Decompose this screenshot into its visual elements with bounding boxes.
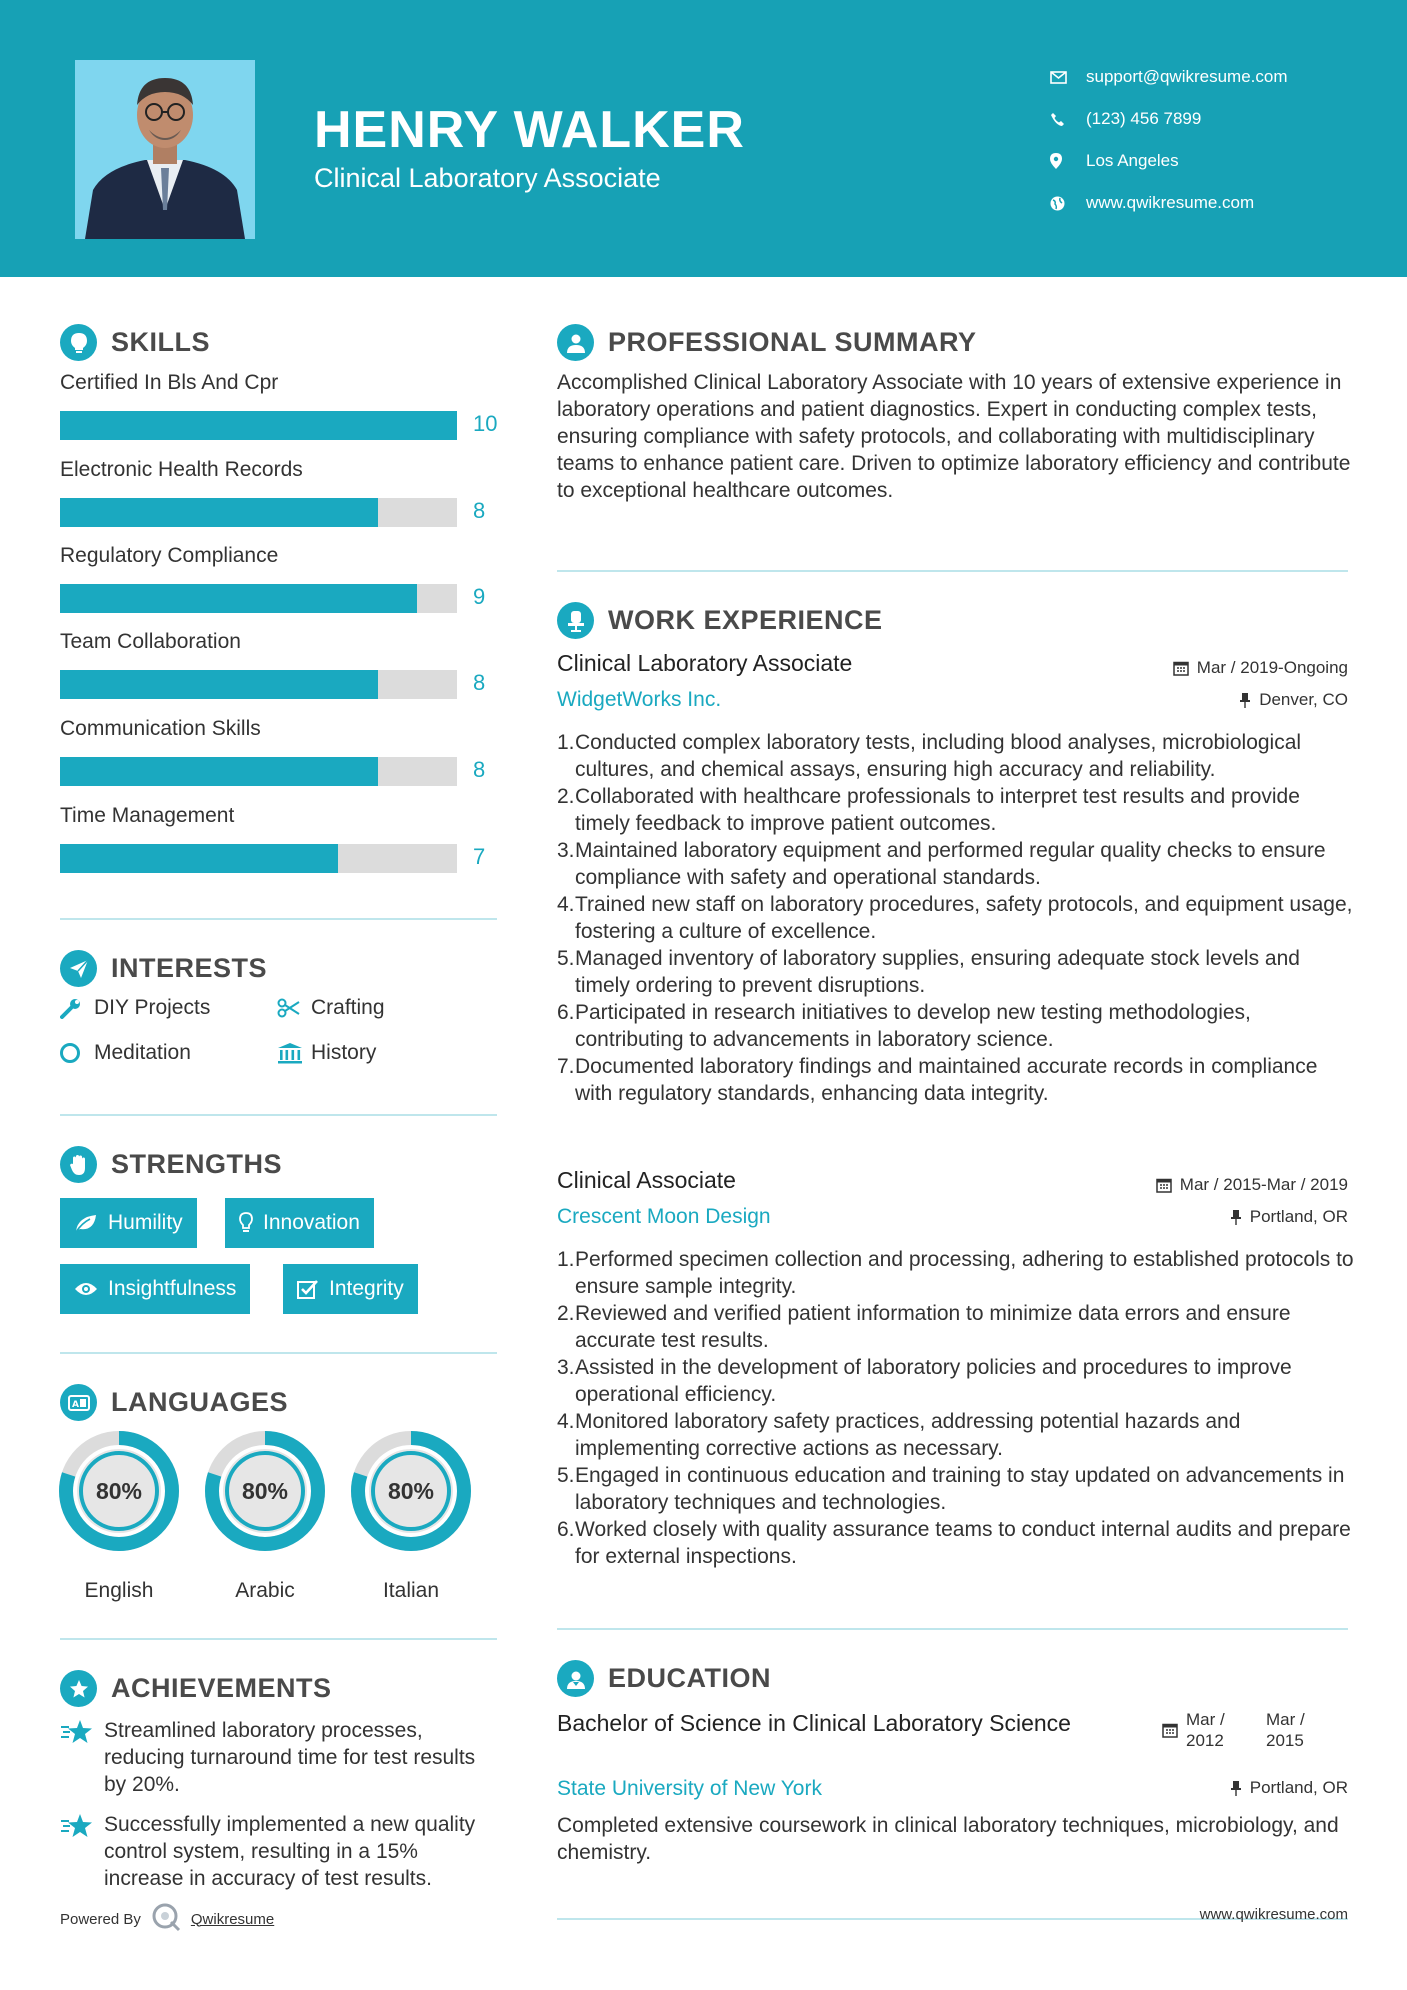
job-location-text: Portland, OR <box>1249 1207 1348 1226</box>
skills-heading <box>60 324 210 361</box>
skill-bar <box>60 844 457 873</box>
language-name: Arabic <box>235 1579 295 1602</box>
job-location <box>1230 1207 1348 1227</box>
user-icon <box>557 324 594 361</box>
language-donut <box>58 1430 180 1552</box>
duty-item: 6. Participated in research initiatives to develop new testing methodologies, contributing to advancements in laboratory science. <box>557 999 1357 1053</box>
job-location <box>1239 690 1348 710</box>
skill-name: Time Management <box>60 804 235 827</box>
pin-icon <box>1230 1780 1242 1796</box>
language-name: English <box>84 1579 154 1602</box>
star-icon <box>60 1811 104 1892</box>
job-title: Clinical Associate <box>557 1167 736 1193</box>
job-dates-text: Mar / 2019-Ongoing <box>1196 658 1348 677</box>
contact-location-text: Los Angeles <box>1086 151 1179 170</box>
interest-item <box>60 996 210 1020</box>
hand-icon <box>60 1146 97 1183</box>
strength-label: Insightfulness <box>108 1277 237 1300</box>
interest-label: Crafting <box>311 996 385 1019</box>
summary-heading <box>557 324 977 361</box>
section-divider <box>557 570 1348 572</box>
language-donut <box>350 1430 472 1552</box>
language-name: Italian <box>382 1579 440 1602</box>
checkbox-icon <box>297 1279 319 1299</box>
language-item <box>58 1430 180 1603</box>
languages-heading <box>60 1384 288 1421</box>
interest-item <box>277 1041 376 1065</box>
lightbulb-icon <box>239 1212 253 1234</box>
briefcase-icon <box>557 602 594 639</box>
education-end-month: Mar / <box>1266 1710 1305 1729</box>
duty-item: 6. Worked closely with quality assurance teams to conduct internal audits and prepare for external inspections. <box>557 1516 1357 1570</box>
calendar-icon <box>1162 1709 1178 1743</box>
candidate-title: Clinical Laboratory Associate <box>314 163 661 193</box>
scissors-icon <box>277 998 311 1018</box>
contact-location <box>1050 140 1288 182</box>
skill-bar <box>60 670 457 699</box>
globe-icon <box>1050 196 1086 211</box>
duty-item: 1. Conducted complex laboratory tests, including blood analyses, microbiological cultures, and chemical assays, ensuring high accuracy and reliability. <box>557 729 1357 783</box>
language-donut <box>204 1430 326 1552</box>
qwikresume-logo-icon <box>151 1902 181 1936</box>
duty-item: 2. Collaborated with healthcare professionals to interpret test results and provide timely feedback to improve patient outcomes. <box>557 783 1357 837</box>
duty-item: 5. Managed inventory of laboratory supplies, ensuring adequate stock levels and timely ordering to prevent disruptions. <box>557 945 1357 999</box>
interest-item <box>60 1041 191 1065</box>
duty-text: Documented laboratory findings and maintained accurate records in compliance with regulatory standards, enhancing data integrity. <box>575 1055 1318 1105</box>
skill-bar <box>60 584 457 613</box>
contact-email[interactable] <box>1050 56 1288 98</box>
strength-label: Integrity <box>329 1277 404 1300</box>
experience-title: WORK EXPERIENCE <box>608 605 883 635</box>
language-percent: 80% <box>241 1478 289 1504</box>
summary-title: PROFESSIONAL SUMMARY <box>608 327 977 357</box>
skill-name: Regulatory Compliance <box>60 544 279 567</box>
duty-item: 4. Monitored laboratory safety practices, addressing potential hazards and implementing corrective actions as necessary. <box>557 1408 1357 1462</box>
skill-item <box>60 371 500 436</box>
section-divider <box>60 1352 497 1354</box>
candidate-name: HENRY WALKER <box>314 101 745 159</box>
duty-text: Worked closely with quality assurance teams to conduct internal audits and prepare for external inspections. <box>575 1518 1351 1568</box>
company-name: Crescent Moon Design <box>557 1205 771 1228</box>
contact-list <box>1050 56 1288 224</box>
education-location <box>1230 1778 1348 1798</box>
interest-item <box>277 996 385 1020</box>
footer-powered-by <box>60 1902 274 1936</box>
skill-name: Team Collaboration <box>60 630 241 653</box>
job-duties-list <box>557 729 1357 1107</box>
leaf-icon <box>74 1213 98 1233</box>
strength-badge <box>60 1264 250 1314</box>
qwikresume-link[interactable]: Qwikresume <box>190 1910 275 1928</box>
skill-bar <box>60 498 457 527</box>
circle-icon <box>60 1042 94 1064</box>
museum-icon <box>277 1042 311 1064</box>
skill-bar <box>60 411 457 440</box>
job-dates <box>1173 658 1348 678</box>
duty-item: 5. Engaged in continuous education and training to stay updated on advancements in laboratory techniques and technologies. <box>557 1462 1357 1516</box>
strength-label: Innovation <box>263 1211 360 1234</box>
school-name: State University of New York <box>557 1777 822 1800</box>
achievement-item <box>60 1811 490 1892</box>
section-divider <box>60 918 497 920</box>
duty-text: Managed inventory of laboratory supplies, ensuring adequate stock levels and timely ordering to prevent disruptions. <box>575 947 1300 997</box>
education-title: EDUCATION <box>608 1663 771 1693</box>
education-end <box>1266 1709 1305 1751</box>
paper-plane-icon <box>60 950 97 987</box>
pin-icon <box>1239 692 1251 708</box>
achievement-item <box>60 1717 490 1798</box>
education-dates <box>1162 1709 1305 1751</box>
contact-website[interactable] <box>1050 182 1288 224</box>
achievement-text: Successfully implemented a new quality control system, resulting in a 15% increase in accuracy of test results. <box>104 1813 476 1890</box>
strengths-title: STRENGTHS <box>111 1149 283 1179</box>
envelope-icon <box>1050 71 1086 84</box>
skill-name: Certified In Bls And Cpr <box>60 371 279 394</box>
job-title: Clinical Laboratory Associate <box>557 650 853 676</box>
interest-label: Meditation <box>94 1041 191 1064</box>
skill-value: 7 <box>473 844 486 869</box>
skill-item <box>60 630 500 695</box>
strengths-heading <box>60 1146 282 1183</box>
section-divider <box>60 1638 497 1640</box>
company-name: WidgetWorks Inc. <box>557 688 722 711</box>
lightbulb-icon <box>60 324 97 361</box>
experience-heading <box>557 602 883 639</box>
duty-item: 4. Trained new staff on laboratory procedures, safety protocols, and equipment usage, fostering a culture of excellence. <box>557 891 1357 945</box>
language-percent: 80% <box>95 1478 143 1504</box>
language-percent: 80% <box>387 1478 435 1504</box>
star-badge-icon <box>60 1670 97 1707</box>
duty-text: Monitored laboratory safety practices, addressing potential hazards and implementing corrective actions as necessary. <box>575 1410 1241 1460</box>
phone-icon <box>1050 112 1086 127</box>
education-end-year: 2015 <box>1266 1731 1304 1750</box>
contact-website-text: www.qwikresume.com <box>1086 193 1255 212</box>
skill-name: Communication Skills <box>60 717 261 740</box>
interests-heading <box>60 950 267 987</box>
job-dates-text: Mar / 2015-Mar / 2019 <box>1179 1175 1348 1194</box>
duty-text: Engaged in continuous education and training to stay updated on advancements in laboratory techniques and technologies. <box>575 1464 1345 1514</box>
duty-item: 1. Performed specimen collection and processing, adhering to established protocols to ensure sample integrity. <box>557 1246 1357 1300</box>
education-start <box>1186 1709 1266 1751</box>
duty-text: Collaborated with healthcare professionals to interpret test results and provide timely feedback to improve patient outcomes. <box>575 785 1300 835</box>
skill-value: 10 <box>473 411 498 436</box>
skill-bar-fill <box>60 844 338 873</box>
skill-name: Electronic Health Records <box>60 458 303 481</box>
skill-value: 8 <box>473 498 486 523</box>
achievement-text: Streamlined laboratory processes, reducing turnaround time for test results by 20%. <box>104 1719 476 1796</box>
skill-item <box>60 804 500 869</box>
resume-header <box>0 0 1407 277</box>
job-location-text: Denver, CO <box>1259 690 1348 709</box>
duty-item: 2. Reviewed and verified patient information to minimize data errors and ensure accurate test results. <box>557 1300 1357 1354</box>
contact-phone-text: (123) 456 7899 <box>1086 109 1202 128</box>
skill-value: 9 <box>473 584 486 609</box>
skills-title: SKILLS <box>111 327 211 357</box>
skill-bar-fill <box>60 757 378 786</box>
skill-bar-fill <box>60 498 378 527</box>
duty-text: Trained new staff on laboratory procedures, safety protocols, and equipment usage, fostering a culture of excellence. <box>575 893 1353 943</box>
language-item <box>350 1430 472 1603</box>
duty-item: 3. Maintained laboratory equipment and performed regular quality checks to ensure compliance with safety and operational standards. <box>557 837 1357 891</box>
skill-bar-fill <box>60 584 417 613</box>
skill-value: 8 <box>473 757 486 782</box>
interest-label: History <box>311 1041 377 1064</box>
achievements-title: ACHIEVEMENTS <box>111 1673 332 1703</box>
education-start-year: 2012 <box>1186 1731 1224 1750</box>
contact-email-text: support@qwikresume.com <box>1086 67 1288 86</box>
duty-item: 3. Assisted in the development of laboratory policies and procedures to improve operational efficiency. <box>557 1354 1357 1408</box>
strength-badge <box>283 1264 418 1314</box>
profile-photo <box>75 60 255 239</box>
education-heading <box>557 1660 771 1697</box>
calendar-icon <box>1173 660 1189 676</box>
interests-title: INTERESTS <box>111 953 268 983</box>
section-divider <box>557 1628 1348 1630</box>
skill-value: 8 <box>473 670 486 695</box>
map-marker-icon <box>1050 153 1086 169</box>
job-dates <box>1156 1175 1348 1195</box>
duty-text: Reviewed and verified patient information to minimize data errors and ensure accurate test results. <box>575 1302 1291 1352</box>
interest-label: DIY Projects <box>94 996 211 1019</box>
calendar-icon <box>1156 1177 1172 1193</box>
contact-phone[interactable] <box>1050 98 1288 140</box>
strength-label: Humility <box>108 1211 183 1234</box>
skill-bar-fill <box>60 670 378 699</box>
duty-text: Performed specimen collection and processing, adhering to established protocols to ensure sample integrity. <box>575 1248 1354 1298</box>
duty-text: Participated in research initiatives to develop new testing methodologies, contributing to advancements in laboratory science. <box>575 1001 1251 1051</box>
strength-badge <box>60 1198 197 1248</box>
section-divider <box>60 1114 497 1116</box>
footer-website[interactable]: www.qwikresume.com <box>1199 1906 1348 1923</box>
language-card-icon <box>60 1384 97 1421</box>
skill-item <box>60 717 500 782</box>
pin-icon <box>1230 1209 1242 1225</box>
duty-text: Assisted in the development of laboratory policies and procedures to improve operational efficiency. <box>575 1356 1292 1406</box>
powered-by-text: Powered By <box>60 1910 141 1928</box>
achievements-heading <box>60 1670 332 1707</box>
graduate-icon <box>557 1660 594 1697</box>
summary-text: Accomplished Clinical Laboratory Associate with 10 years of extensive experience in laboratory operations and patient diagnostics. Expert in conducting complex tests, ensuring compliance with safety protocols, and collaborating with multidisciplinary teams to enhance patient care. Driven to optimize laboratory efficiency and contribute to exceptional healthcare outcomes. <box>557 371 1351 502</box>
eye-icon <box>74 1281 98 1297</box>
duty-text: Conducted complex laboratory tests, including blood analyses, microbiological cultures, and chemical assays, ensuring high accuracy and reliability. <box>575 731 1302 781</box>
svg-text:A: A <box>71 1399 79 1410</box>
skill-bar <box>60 757 457 786</box>
wrench-icon <box>60 997 94 1019</box>
star-icon <box>60 1717 104 1798</box>
education-location-text: Portland, OR <box>1249 1778 1348 1797</box>
job-duties-list <box>557 1246 1357 1570</box>
duty-text: Maintained laboratory equipment and performed regular quality checks to ensure compliance with safety and operational standards. <box>575 839 1326 889</box>
duty-item: 7. Documented laboratory findings and maintained accurate records in compliance with regulatory standards, enhancing data integrity. <box>557 1053 1357 1107</box>
education-start-month: Mar / <box>1186 1710 1225 1729</box>
education-description: Completed extensive coursework in clinical laboratory techniques, microbiology, and chemistry. <box>557 1814 1339 1864</box>
strength-badge <box>225 1198 374 1248</box>
degree-title: Bachelor of Science in Clinical Laboratory Science <box>557 1710 1071 1736</box>
skill-bar-fill <box>60 411 457 440</box>
skill-item <box>60 458 500 523</box>
languages-title: LANGUAGES <box>111 1387 289 1417</box>
language-item <box>204 1430 326 1603</box>
skill-item <box>60 544 500 609</box>
